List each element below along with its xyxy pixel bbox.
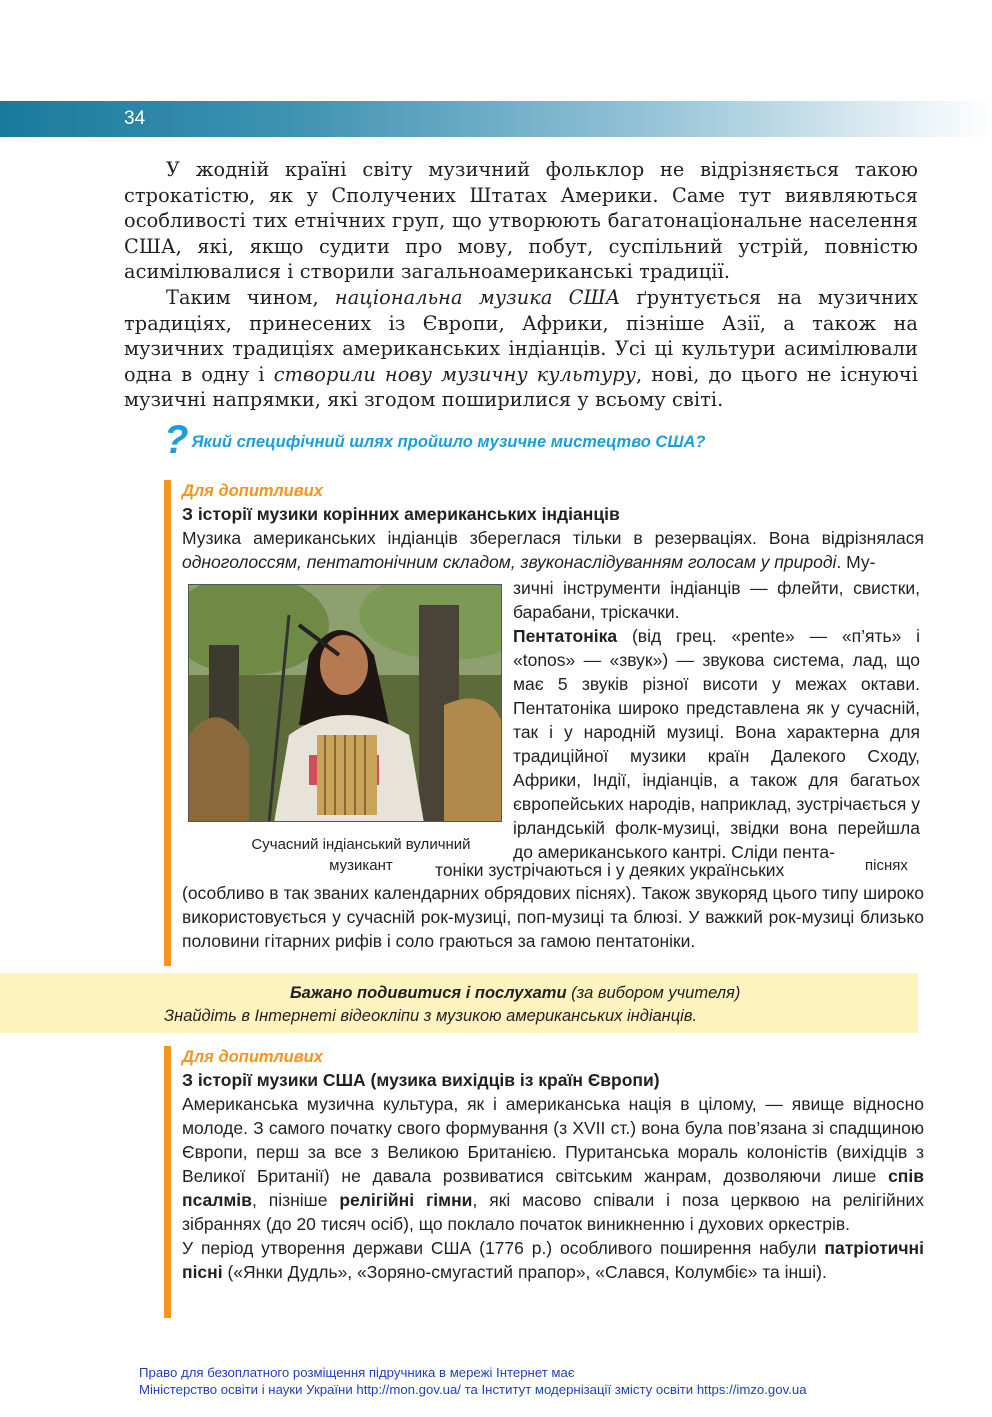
intro-paragraph-1: У жодній країні світу музичний фольклор не відрізняється такою строкатістю, як у Сполучених Штатах Америки. Саме тут виявляються особливості тих етнічних груп, що утворюють багатонаціональне населення США, які, якщо судити про мову, побут, суспільний устрій, повністю асимілювалися і створили загальноамериканські традиції.	[124, 158, 918, 284]
watch-listen-heading	[290, 981, 740, 1005]
watch-note: (за вибором учителя)	[566, 984, 741, 1002]
box1-bottom-paragraph	[182, 881, 924, 953]
intro-p2-part: Таким чином,	[166, 285, 335, 309]
question-mark-icon: ?	[164, 418, 189, 462]
box1-title: З історії музики корінних американських індіанців	[182, 504, 620, 524]
intro-p2-emphasis: національна музика США	[334, 285, 621, 309]
curious-box-indians	[164, 480, 928, 966]
footer-line-2: Міністерство освіти і науки України http://mon.gov.ua/ та Інститут модернізації змісту освіти https://imzo.gov.ua	[139, 1382, 807, 1397]
page-header-band	[0, 101, 992, 137]
page-number: 34	[124, 108, 146, 129]
box2-p2-bold: патріотичні пісні	[182, 1238, 924, 1282]
pentatonic-last-word: піснях	[865, 857, 908, 874]
box1-intro-part: Музика американських індіанців збереглася тільки в резерваціях. Вона відрізнялася	[182, 528, 924, 548]
intro-paragraph-2	[124, 285, 918, 413]
street-musician-photo	[188, 584, 502, 822]
pentatonic-definition	[513, 624, 920, 864]
intro-p2-part: , нові, до цього не існуючі музичні напрямки, які згодом поширилися у всьому світі.	[124, 362, 918, 412]
box2-p2-part: («Янки Дудль», «Зоряно-смугастий прапор», «Слався, Колумбіє» та інші).	[222, 1262, 827, 1282]
box2-p1-part: Американська музична культура, як і американська нація в цілому, — явище відносно молоде. З самого початку свого формування (з XVII ст.) вона була пов’язана зі спадщиною Європи, перш за все з Великою Британією. Пуританська мораль колоністів (вихідців з Великої Британії) не давала розвиватися світським жанрам, дозволяючи лише	[182, 1094, 924, 1186]
box1-bottom-text: (особливо в так званих календарних обрядових піснях). Також звукоряд цього типу широко використовується у сучасній рок-музиці, поп-музиці та блюзі. У важкий рок-музиці близько половини гітарних рифів і соло граються за гамою пентатоніки.	[182, 883, 924, 951]
box2-paragraph-1	[182, 1092, 924, 1236]
box2-content	[182, 1046, 924, 1284]
pentatonic-text: (від грец. «pente» — «п’ять» і «tonos» — «звук») — звукова система, лад, що має 5 звуків різної висоти у межах октави. Пентатоніка широко представлена як у сучасній, так і у народній музиці. Вона характерна для традиційної музики країн Далекого Сходу, Африки, Індії, індіанців, а також для багатьох європейських народів, наприклад, зустрічається у ірландській фолк-музиці, звідки вона перейшла до американського кантрі. Сліди пента-	[513, 626, 920, 862]
pentatonic-column	[513, 576, 920, 864]
box1-intro-part: . Му-	[836, 552, 876, 572]
box2-p1-part: , пізніше	[251, 1190, 340, 1210]
watch-title: Бажано подивитися і послухати	[290, 984, 567, 1002]
pentatonic-last-line: тоніки зустрічаються і у деяких українських	[435, 860, 785, 880]
box2-title: З історії музики США (музика вихідців із країн Європи)	[182, 1070, 660, 1090]
watch-task: Знайдіть в Інтернеті відеокліпи з музикою американських індіанців.	[164, 1007, 698, 1025]
box2-p1-part: , які масово співали і поза церквою на релігійних зібраннях (до 20 тисяч осіб), що поклало початок виникненню і духових оркестрів.	[182, 1190, 925, 1234]
photo-caption: Сучасний індіанський вуличний музикант	[251, 836, 471, 874]
footer-line-1: Право для безоплатного розміщення підручника в мережі Інтернет має	[139, 1365, 575, 1380]
question-text: Який специфічний шлях пройшло музичне мистецтво США?	[191, 433, 706, 451]
intro-text	[124, 157, 918, 413]
curious-box-usa	[164, 1046, 928, 1318]
question-prompt	[164, 418, 924, 462]
box2-paragraph-2	[182, 1236, 924, 1284]
intro-p2-part: ґрунтується на музичних традиціях, принесених із Європи, Африки, пізніше Азії, а також на музичних традиціях американських індіанців. Усі ці культури асимілювали одна в одну і	[124, 285, 918, 386]
watch-listen-banner	[0, 973, 918, 1033]
box2-p1-bold: релігійні гімни	[339, 1190, 473, 1210]
pentatonic-term: Пентатоніка	[513, 626, 618, 646]
box1-header	[182, 480, 924, 574]
box2-label: Для допитливих	[182, 1048, 323, 1066]
box1-intro	[182, 526, 924, 574]
box1-label: Для допитливих	[182, 482, 323, 500]
box1-intro-emphasis: одноголоссям, пентатонічним складом, звуконаслідуванням голосам у природі	[182, 552, 837, 572]
license-footer	[139, 1364, 807, 1398]
intro-p2-emphasis: створили нову музичну культуру	[273, 362, 637, 386]
box2-p2-part: У період утворення держави США (1776 р.) особливого поширення набули	[182, 1238, 825, 1258]
instruments-text: зичні інструменти індіанців — флейти, свистки, барабани, тріскачки.	[513, 578, 920, 622]
box2-p1-bold: спів псалмів	[182, 1166, 924, 1210]
